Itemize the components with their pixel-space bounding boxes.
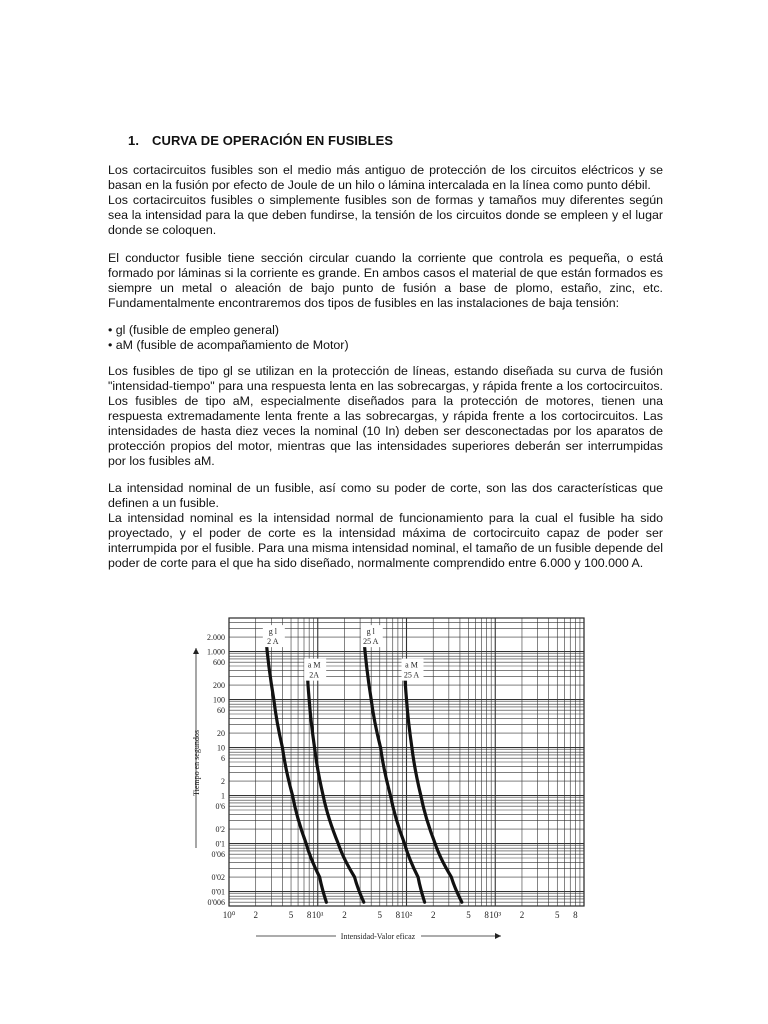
paragraph-text: Los cortacircuitos fusibles o simplemente fusibles son de formas y tamaños muy diferentes según sea la intensidad para la que deben fundirse, la tensión de los circuitos donde se empleen y el lugar donde se coloquen. xyxy=(108,193,663,237)
paragraph-conductor xyxy=(108,251,663,311)
y-tick-label: 0'01 xyxy=(211,887,225,897)
x-tick-label: 2 xyxy=(519,910,525,920)
series-label-type: a M xyxy=(307,660,321,670)
x-tick-label: 10⁰ xyxy=(222,910,236,920)
y-tick-label: 60 xyxy=(217,706,225,716)
fuse-operation-chart xyxy=(186,608,596,944)
y-tick-label: 6 xyxy=(221,754,225,764)
paragraph-fuse-types xyxy=(108,364,663,469)
x-tick-label: 8 xyxy=(484,910,489,920)
list-item: • gl (fusible de empleo general) xyxy=(108,323,280,337)
paragraph-intro xyxy=(108,163,663,238)
y-tick-label: 10 xyxy=(217,743,225,753)
y-tick-label: 0'6 xyxy=(215,802,225,812)
series-label-rating: 2 A xyxy=(267,637,279,647)
x-tick-label: 10¹ xyxy=(311,910,324,920)
y-tick-label: 0'06 xyxy=(211,850,225,860)
section-number: 1. xyxy=(128,133,140,148)
x-tick-label: 2 xyxy=(253,910,258,920)
series-label-type: a M xyxy=(405,660,418,670)
x-tick-label: 5 xyxy=(466,910,471,920)
y-tick-label: 100 xyxy=(213,695,225,705)
x-axis-label: Intensidad-Valor eficaz xyxy=(340,932,416,941)
x-tick-label: 2 xyxy=(342,910,347,920)
x-tick-label: 8 xyxy=(395,910,401,920)
series-label-rating: 25 A xyxy=(363,637,379,647)
y-tick-label: 600 xyxy=(213,658,225,668)
y-tick-label: 1 xyxy=(221,791,225,801)
y-tick-label: 0'02 xyxy=(211,873,225,883)
section-title: CURVA DE OPERACIÓN EN FUSIBLES xyxy=(152,133,394,148)
series-label-type: g l xyxy=(366,627,375,637)
x-tick-label: 5 xyxy=(288,910,294,920)
section-heading xyxy=(128,133,393,148)
y-tick-label: 1.000 xyxy=(207,647,225,657)
paragraph-text: Los fusibles de tipo gl se utilizan en la protección de líneas, estando diseñada su curva de fusión "intensidad-tiempo" para una respuesta lenta en las sobrecargas, y rápida frente a los cortocircuitos. Los fusibles de tipo aM, especialmente diseñados para la protección de motores, tienen una respuesta extremadamente lenta frente a las sobrecargas, y rápida frente a los cortocircuitos. Las intensidades de hasta diez veces la nominal (10 In) deben ser desconectadas por los aparatos de protección propios del motor, mientras que las intensidades superiores deberán ser interrumpidas por los fusibles aM. xyxy=(108,364,663,468)
series-label-rating: 25 A xyxy=(403,670,420,680)
y-tick-label: 0'2 xyxy=(215,825,225,835)
paragraph-text: La intensidad nominal de un fusible, así como su poder de corte, son las dos características que definen a un fusible. xyxy=(108,481,663,510)
x-tick-label: 8 xyxy=(573,910,578,920)
y-tick-label: 20 xyxy=(217,729,225,739)
y-tick-label: 0'006 xyxy=(207,898,225,908)
chart-svg xyxy=(186,608,596,944)
x-tick-label: 2 xyxy=(430,910,436,920)
y-axis-arrow-head xyxy=(193,648,199,654)
x-tick-label: 10² xyxy=(400,910,413,920)
paragraph-nominal-current xyxy=(108,481,663,571)
x-tick-label: 5 xyxy=(555,910,560,920)
y-axis-label: Tiempo en segundos xyxy=(192,730,201,796)
fuse-type-list xyxy=(108,323,663,353)
x-axis-arrow-head xyxy=(495,933,501,939)
series-label-type: g l xyxy=(268,627,277,637)
list-item: • aM (fusible de acompañamiento de Motor) xyxy=(108,338,349,352)
paragraph-text: La intensidad nominal es la intensidad normal de funcionamiento para la cual el fusible ha sido proyectado, y el poder de corte es la intensidad máxima de cortocircuito capaz de poder ser interrumpida por el fusible. Para una misma intensidad nominal, el tamaño de un fusible depende del poder de corte para el que ha sido diseñado, normalmente comprendido entre 6.000 y 100.000 A. xyxy=(108,511,663,570)
y-tick-label: 200 xyxy=(213,681,225,691)
x-tick-label: 5 xyxy=(377,910,383,920)
paragraph-text: El conductor fusible tiene sección circular cuando la corriente que controla es pequeña, o está formado por láminas si la corriente es grande. En ambos casos el material de que están formados es siempre un metal o aleación de bajo punto de fusión a base de plomo, estaño, zinc, etc. Fundamentalmente encontraremos dos tipos de fusibles en las instalaciones de baja tensión: xyxy=(108,251,663,310)
x-tick-label: 10³ xyxy=(489,910,502,920)
y-tick-label: 0'1 xyxy=(215,839,225,849)
x-tick-label: 8 xyxy=(306,910,312,920)
paragraph-text: Los cortacircuitos fusibles son el medio más antiguo de protección de los circuitos eléctricos y se basan en la fusión por efecto de Joule de un hilo o lámina intercalada en la línea como punto débil. xyxy=(108,163,663,192)
y-tick-label: 2.000 xyxy=(207,633,225,643)
series-label-rating: 2A xyxy=(309,670,320,680)
y-tick-label: 2 xyxy=(221,777,225,787)
